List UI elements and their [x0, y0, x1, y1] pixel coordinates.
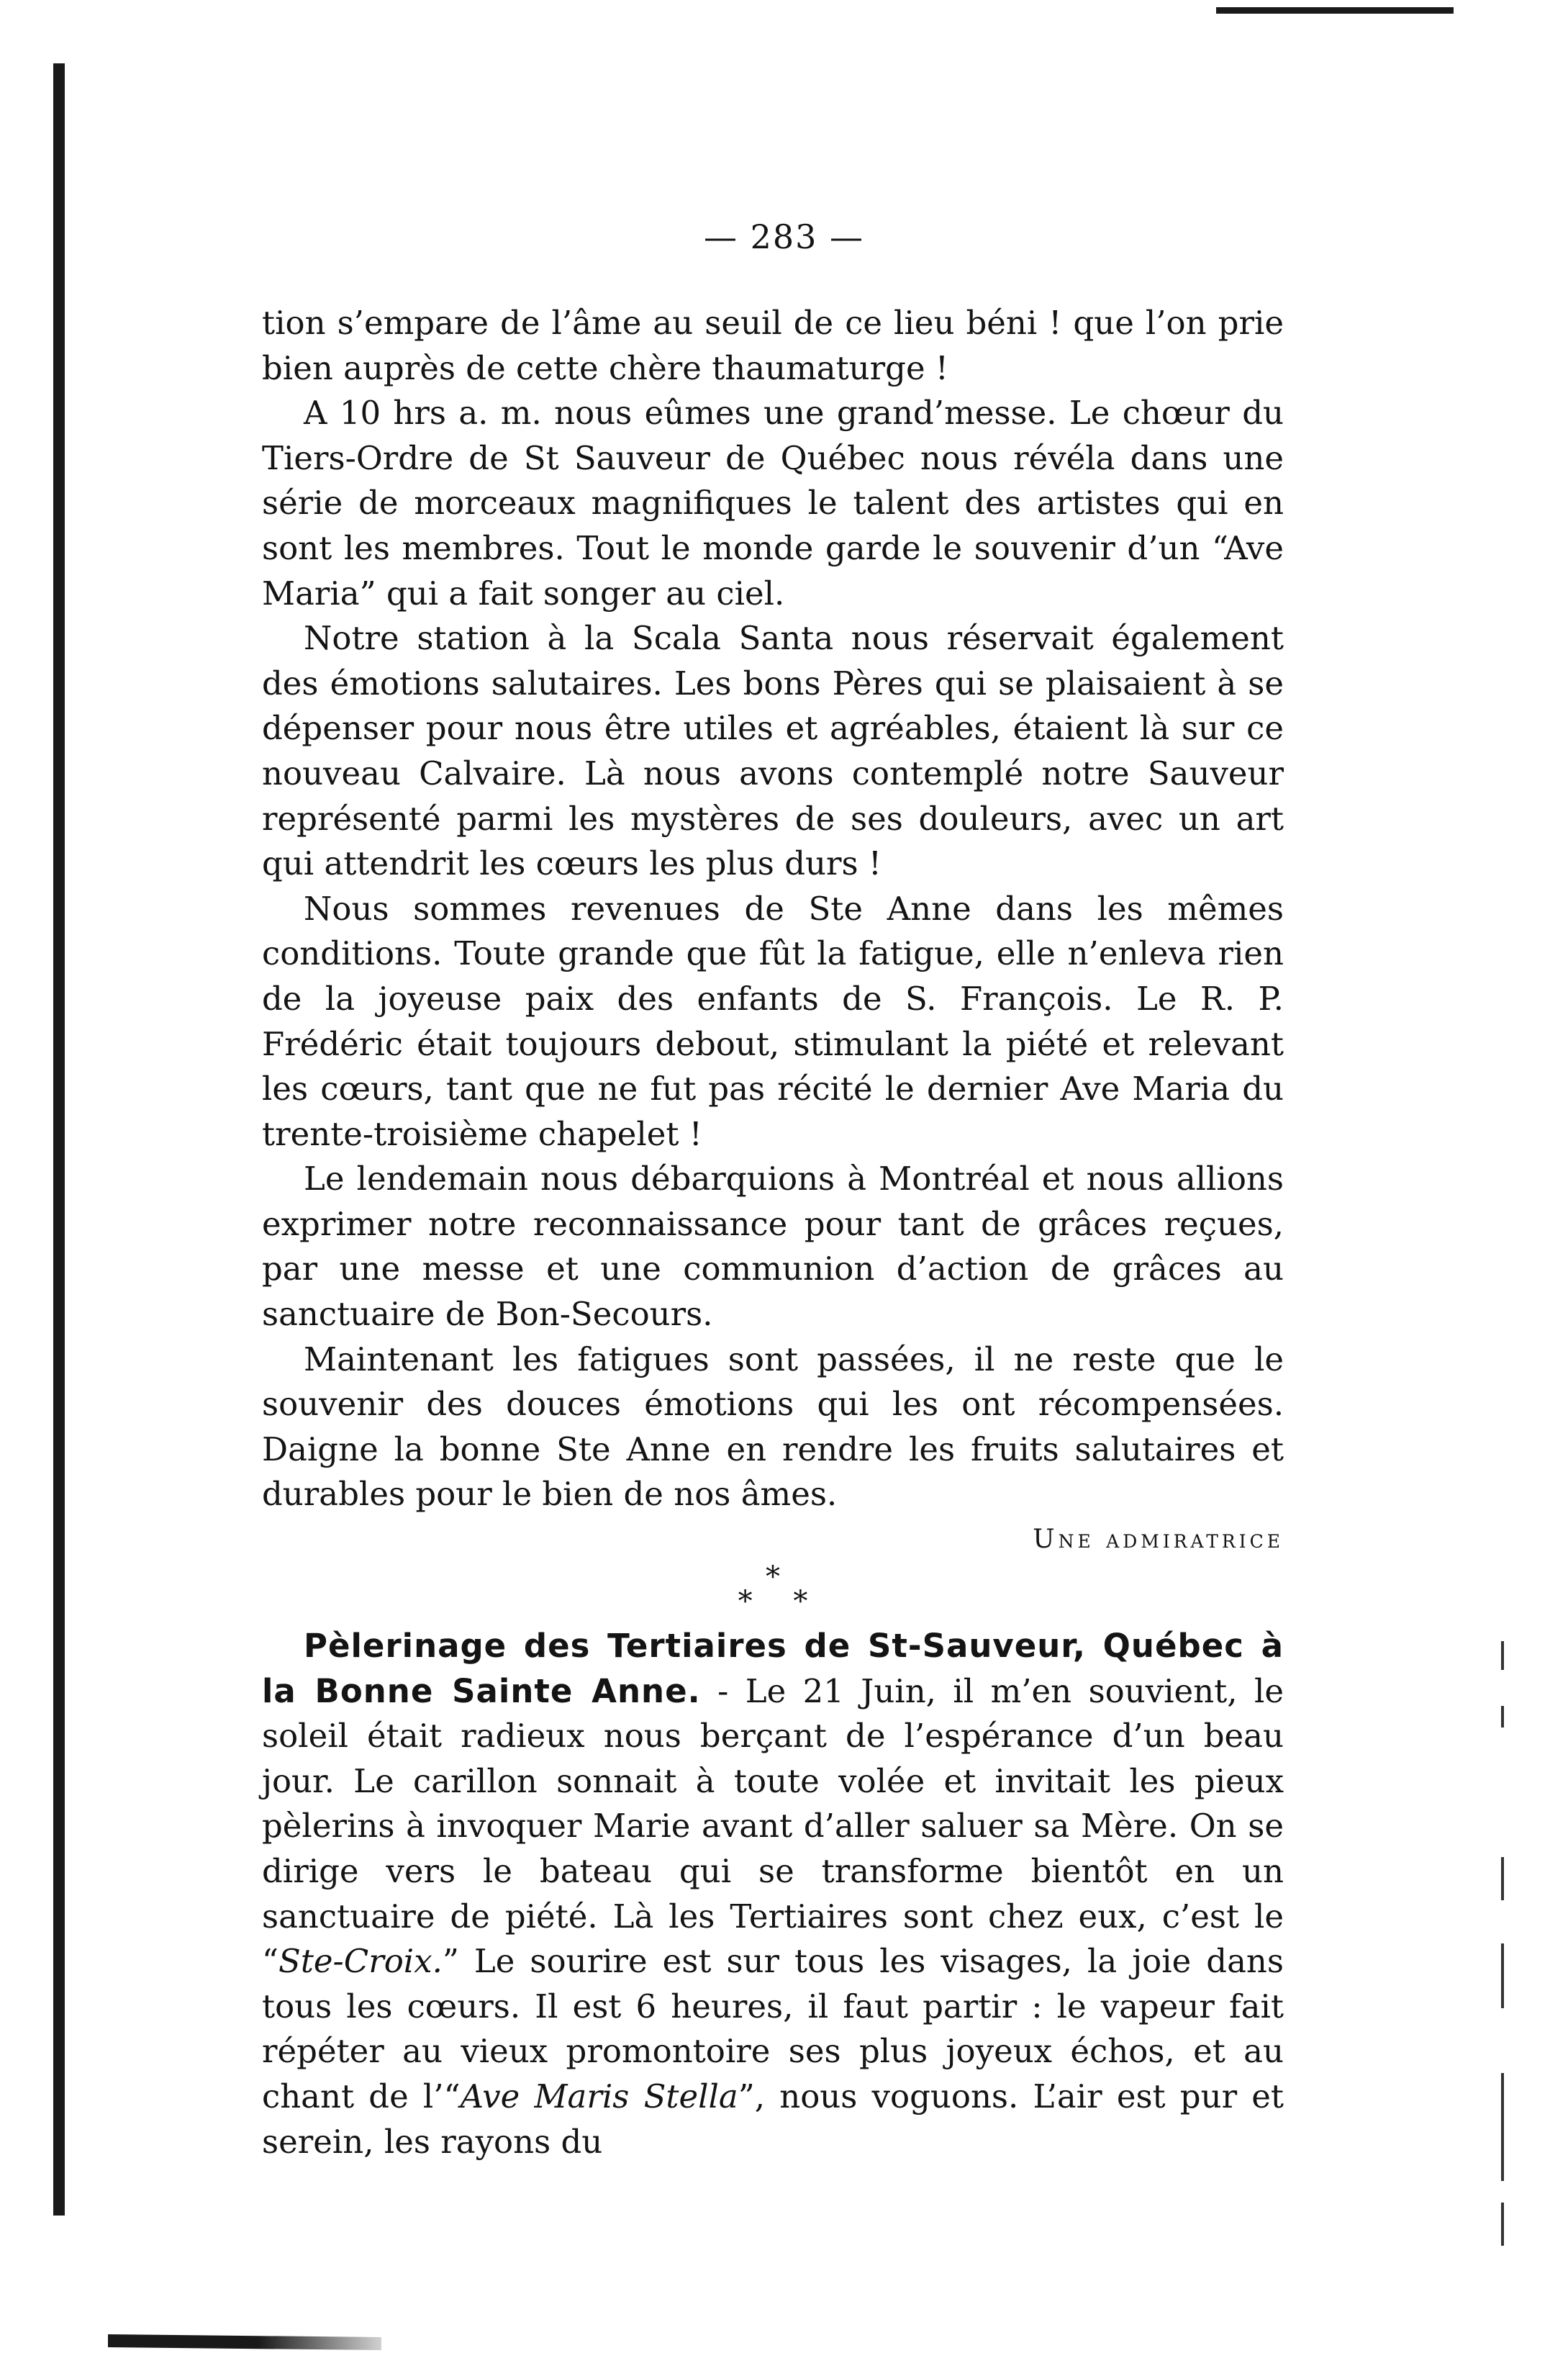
paragraph-5: Le lendemain nous débarquions à Montréal et nous allions exprimer notre reconnaissance pour tant de grâces reçues, par une messe et une communion d’action de grâces au sanctuaire de Bon-Secours.: [262, 1160, 1284, 1334]
paragraph-3: Notre station à la Scala Santa nous réservait également des émotions salutaires. Les bons Pères qui se plaisaient à se dépenser pour nous être utiles et agréables, étaient là sur ce nouveau Calvaire. Là nous avons contemplé notre Sauveur représenté parmi les mystères de ses douleurs, avec un art qui attendrit les cœurs les plus durs !: [262, 619, 1284, 883]
paragraph-1: tion s’empare de l’âme au seuil de ce lieu béni ! que l’on prie bien auprès de cette chère thaumaturge !: [262, 304, 1284, 387]
signature: Une admiratrice: [1033, 1525, 1284, 1555]
text-part-3: ”, nous voguons. L’air est pur et serein, les rayons du: [262, 2077, 1284, 2161]
asterism-top: *: [766, 1561, 780, 1594]
scan-edge-bottom: [108, 2334, 381, 2350]
paragraph-pelerinage: [262, 1624, 1284, 2164]
page-body: [262, 301, 1284, 2164]
asterism-separator: [262, 1561, 1284, 1619]
scan-edge-top: [1216, 7, 1454, 14]
margin-marks: [1497, 1641, 1511, 2253]
text-part-2: ” Le sourire est sur tous les visages, la joie dans tous les cœurs. Il est 6 heures, il faut partir : le vapeur fait répéter au vieux promontoire ses plus joyeux échos, et au chant de l’“: [262, 1942, 1284, 2115]
article-title: Pèlerinage des Tertiaires de St-Sauveur, Québec à la Bonne Sainte Anne.: [262, 1627, 1284, 1710]
ship-name: Ste-Croix.: [278, 1942, 443, 1981]
text-part-1: - Le 21 Juin, il m’en souvient, le soleil était radieux nous berçant de l’espérance d’un beau jour. Le carillon sonnait à toute volée et invitait les pieux pèlerins à invoquer Marie avant d’aller saluer sa Mère. On se dirige vers le bateau qui se transforme bientôt en un sanctuaire de piété. Là les Tertiaires sont chez eux, c’est le “: [262, 1671, 1284, 1981]
paragraph-2: A 10 hrs a. m. nous eûmes une grand’messe. Le chœur du Tiers-Ordre de St Sauveur de Québec nous révéla dans une série de morceaux magnifiques le talent des artistes qui en sont les membres. Tout le monde garde le souvenir d’un “Ave Maria” qui a fait songer au ciel.: [262, 394, 1284, 613]
asterism-bottom: * *: [738, 1585, 824, 1619]
paragraph-6: Maintenant les fatigues sont passées, il ne reste que le souvenir des douces émotions qui les ont récompensées. Daigne la bonne Ste Anne en rendre les fruits salutaires et durables pour le bien de nos âmes.: [262, 1340, 1284, 1514]
article-pelerinage: [262, 1624, 1284, 2164]
scan-edge-left: [53, 63, 65, 2216]
paragraph-4: Nous sommes revenues de Ste Anne dans les mêmes conditions. Toute grande que fût la fatigue, elle n’enleva rien de la joyeuse paix des enfants de S. François. Le R. P. Frédéric était toujours debout, stimulant la piété et relevant les cœurs, tant que ne fut pas récité le dernier Ave Maria du trente-troisième chapelet !: [262, 889, 1284, 1153]
page-number: — 283 —: [703, 217, 865, 256]
hymn-title: Ave Maris Stella: [460, 2077, 738, 2115]
